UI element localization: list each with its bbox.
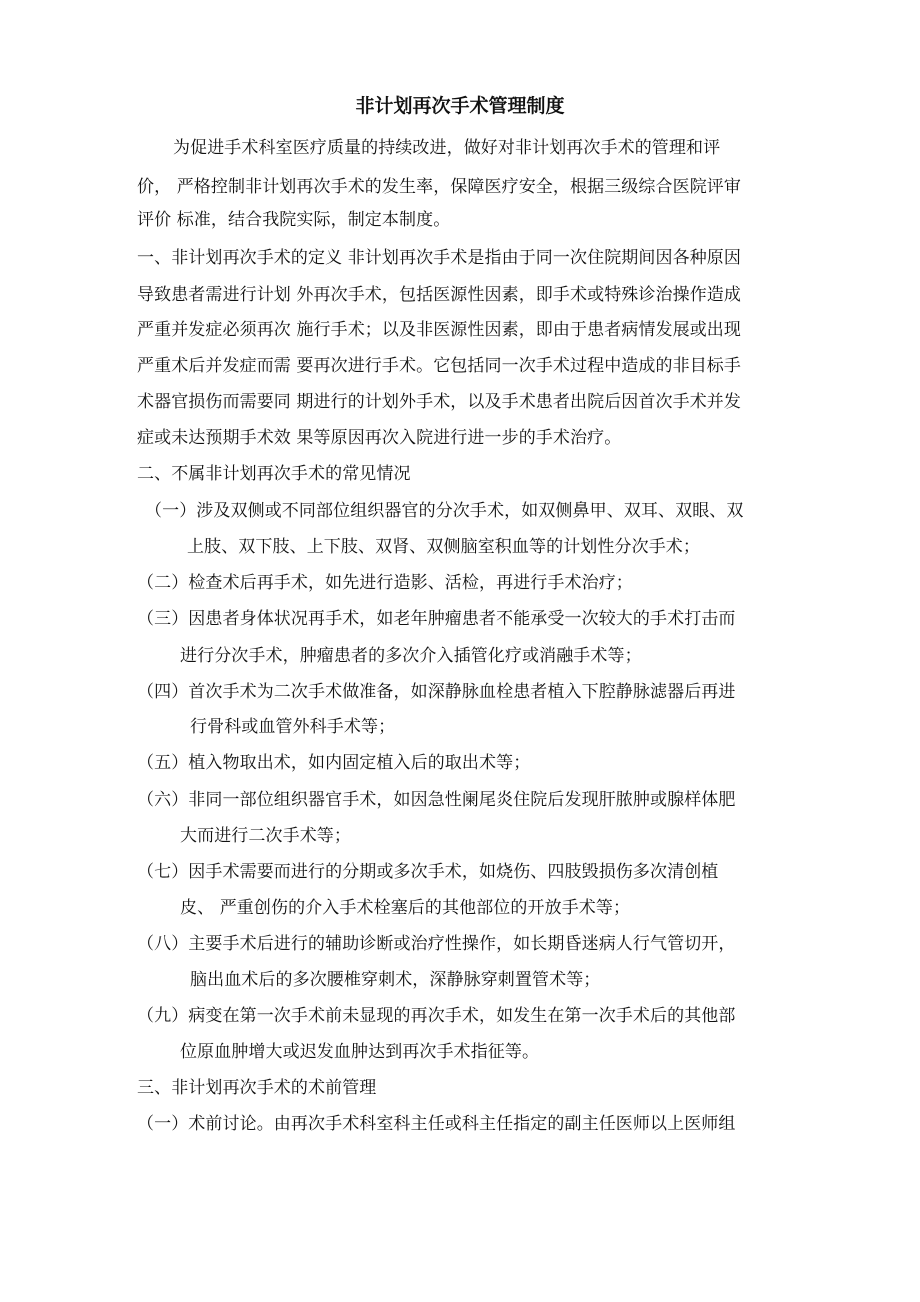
- list-item: （四）首次手术为二次手术做准备，如深静脉血栓患者植入下腔静脉滤器后再进: [137, 682, 736, 702]
- list-item-continuation: 大而进行二次手术等；: [180, 826, 351, 846]
- list-item: （八）主要手术后进行的辅助诊断或治疗性操作，如长期昏迷病人行气管切开，: [137, 934, 736, 954]
- list-item: （六）非同一部位组织器官手术，如因急性阑尾炎住院后发现肝脓肿或腺样体肥: [137, 790, 736, 810]
- list-item: （一）术前讨论。由再次手术科室科主任或科主任指定的副主任医师以上医师组: [137, 1114, 736, 1134]
- list-item-continuation: 位原血肿增大或迟发血肿达到再次手术指征等。: [180, 1042, 540, 1062]
- paragraph-line: 严重并发症必须再次 施行手术；以及非医源性因素，即由于患者病情发展或出现: [137, 320, 742, 340]
- paragraph-line: 术器官损伤而需要同 期进行的计划外手术，以及手术患者出院后因首次手术并发: [137, 392, 742, 412]
- paragraph-line: 症或未达预期手术效 果等原因再次入院进行进一步的手术治疗。: [137, 428, 622, 448]
- paragraph-line: 评价 标准，结合我院实际，制定本制度。: [137, 210, 451, 230]
- paragraph-line: 价， 严格控制非计划再次手术的发生率，保障医疗安全，根据三级综合医院评审: [137, 177, 742, 197]
- list-item: （三）因患者身体状况再手术，如老年肿瘤患者不能承受一次较大的手术打击而: [137, 609, 736, 629]
- list-item: （七）因手术需要而进行的分期或多次手术，如烧伤、四肢毁损伤多次清创植: [137, 862, 719, 882]
- list-item-continuation: 上肢、双下肢、上下肢、双肾、双侧脑室积血等的计划性分次手术；: [187, 537, 700, 557]
- section-heading-3: 三、非计划再次手术的术前管理: [137, 1078, 377, 1098]
- section-heading-1: 一、非计划再次手术的定义 非计划再次手术是指由于同一次住院期间因各种原因: [137, 248, 742, 268]
- paragraph-line: 严重术后并发症而需 要再次进行手术。它包括同一次手术过程中造成的非目标手: [137, 356, 742, 376]
- section-heading-2: 二、不属非计划再次手术的常见情况: [137, 464, 411, 484]
- list-item: （二）检查术后再手术，如先进行造影、活检，再进行手术治疗；: [137, 573, 633, 593]
- list-item-continuation: 脑出血术后的多次腰椎穿刺术，深静脉穿刺置管术等；: [190, 970, 601, 990]
- list-item-continuation: 行骨科或血管外科手术等；: [190, 717, 396, 737]
- paragraph-line: 为促进手术科室医疗质量的持续改进，做好对非计划再次手术的管理和评: [173, 138, 721, 158]
- list-item: （九）病变在第一次手术前未显现的再次手术，如发生在第一次手术后的其他部: [137, 1006, 736, 1026]
- list-item-continuation: 皮、 严重创伤的介入手术栓塞后的其他部位的开放手术等；: [180, 898, 631, 918]
- list-item: （一）涉及双侧或不同部位组织器官的分次手术，如双侧鼻甲、双耳、双眼、双: [145, 501, 744, 521]
- list-item: （五）植入物取出术，如内固定植入后的取出术等；: [137, 753, 531, 773]
- document-title: 非计划再次手术管理制度: [355, 95, 565, 117]
- paragraph-line: 导致患者需进行计划 外再次手术，包括医源性因素，即手术或特殊诊治操作造成: [137, 285, 742, 305]
- list-item-continuation: 进行分次手术，肿瘤患者的多次介入插管化疗或消融手术等；: [180, 646, 642, 666]
